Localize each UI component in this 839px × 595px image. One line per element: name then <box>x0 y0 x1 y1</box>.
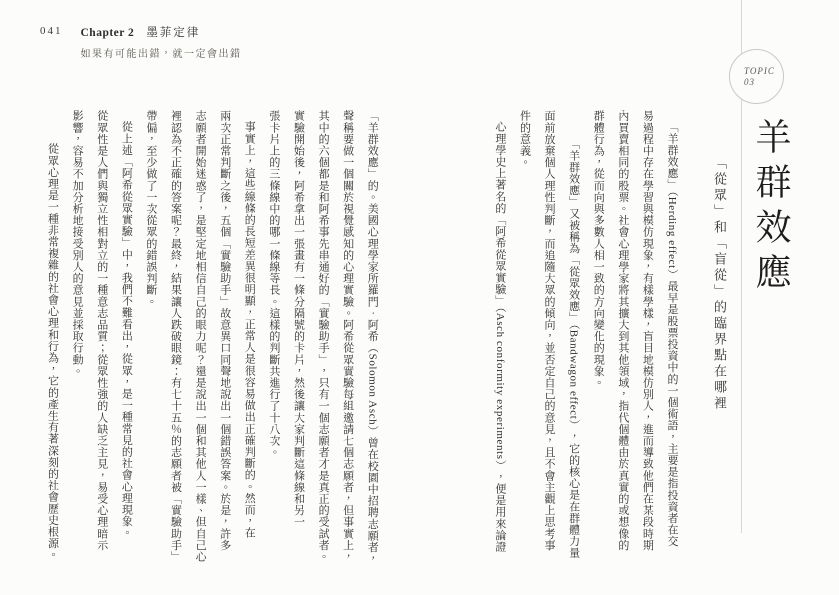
body-column: 「羊群效應」的。美國心理學家所羅門．阿希（Solomon Asch）曾在校園中招聘志願者， <box>366 110 379 565</box>
body-column: 群體行為，從而向與多數人相一致的方向變化的現象。 <box>592 110 605 389</box>
topic-badge <box>729 49 784 104</box>
page-number: 041 <box>40 25 63 37</box>
body-column: 從上述「阿希從眾實驗」中，我們不難看出，從眾，是一種常見的社會心理現象。 <box>120 121 133 539</box>
body-column: 面前放棄個人理性判斷，而追隨大眾的傾向，並否定自己的意見，且不會主觀上思考事 <box>543 110 556 551</box>
page-header <box>40 24 242 60</box>
body-column: 從眾心理是一種非常複雜的社會心理和行為，它的產生有著深刻的社會歷史根源。 <box>46 143 59 561</box>
chapter-line <box>81 24 242 40</box>
body-section-main <box>40 110 384 565</box>
article-subtitle: 「從眾」和「盲從」的臨界點在哪裡 <box>712 156 727 412</box>
body-column: 張卡片上的三條線中的哪一條線等長。這樣的判斷共進行了十八次。 <box>267 110 280 458</box>
body-column: 從眾性是人們與獨立性相對立的一種意志品質；從眾性強的人缺乏主見，易受心理暗示 <box>95 110 108 551</box>
body-column: 聲稱要做一個關於視覺感知的心理實驗。阿希從眾實驗每組邀請七個志願者，但事實上， <box>341 110 354 563</box>
article-title: 羊群效應 <box>751 118 791 298</box>
body-column: 其中的六個都是和阿希事先串通好的「實驗助手」，只有一個志願者才是真正的受試者。 <box>317 110 330 563</box>
body-column: 事實上，這些線條的長短差異很明顯，正常人是很容易做出正確判斷的。然而，在 <box>243 121 256 539</box>
topic-word-label: TOPIC <box>744 65 775 76</box>
header-text <box>81 24 242 60</box>
body-column: 兩次正常判斷之後，五個「實驗助手」故意異口同聲地說出一個錯誤答案。於是，許多 <box>218 110 231 551</box>
body-section-intro <box>487 110 684 559</box>
chapter-label: Chapter 2 <box>80 27 135 39</box>
body-column: 內買賣相同的股票。社會心理學家將其擴大到其他領域，指代個體由於真實的或想像的 <box>616 110 629 551</box>
body-column: 心理學史上著名的「阿希從眾實驗」（Asch conformity experiments），便是用來論證 <box>493 121 506 553</box>
book-subtitle: 如果有可能出錯，就一定會出錯 <box>80 49 242 60</box>
book-title: 墨菲定律 <box>146 27 201 39</box>
body-column: 「羊群效應」又被稱為「從眾效應」（Bandwagon effect），它的核心是在群體力量 <box>567 137 580 559</box>
body-column: 裡認為不正確的答案呢？最終，結果讓人跌破眼鏡：有七十五％的志願者被「實驗助手」 <box>169 110 182 563</box>
body-column: 影響，容易不加分析地接受別人的意見並採取行動。 <box>71 110 84 377</box>
body-column: 志願者開始迷惑了，是堅定地相信自己的眼力呢？還是說出一個和其他人一樣、但自己心 <box>194 110 207 563</box>
body-column: 「羊群效應」（Herding effect）最早是股票投資中的一個術語，主要是指投資者在交 <box>666 121 678 548</box>
topic-number-label: 03 <box>744 76 755 87</box>
body-column: 件的意義。 <box>518 110 531 168</box>
article-body <box>28 110 684 565</box>
body-column: 易過程中存在學習與模仿現象，有樣學樣，盲目地模仿別人，進而導致他們在某段時期 <box>641 110 654 551</box>
body-column: 實驗開始後，阿希拿出一張畫有一條分隔號的卡片，然後讓大家判斷這條線和另一 <box>292 110 305 528</box>
body-column: 帶偏，至少做了一次從眾的錯誤判斷。 <box>144 110 157 308</box>
